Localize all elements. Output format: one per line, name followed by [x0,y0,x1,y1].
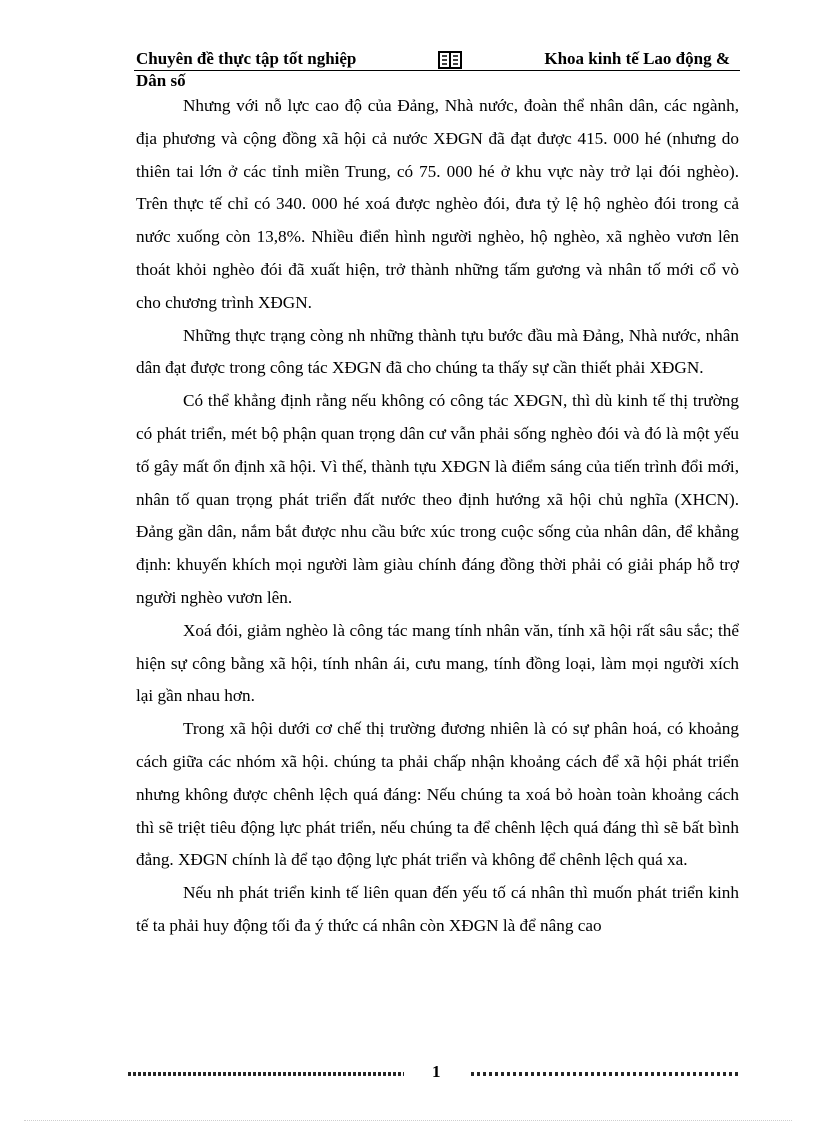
header-rule [134,70,740,71]
footer-dot-rule-right [471,1072,741,1076]
header-thesis-title: Chuyên đề thực tập tốt nghiệp [136,49,357,68]
page-bottom-border [24,1120,792,1121]
page-number: 1 [432,1062,441,1081]
footer-dash-rule-left [128,1072,404,1076]
paragraph: Xoá đói, giảm nghèo là công tác mang tính nhân văn, tính xã hội rất sâu sắc; thể hiện sự công bằng xã hội, tính nhân ái, cưu mang, tính đồng loại, làm mọi người xích lại gần nhau hơn. [136,620,739,706]
paragraph: Có thể khẳng định rằng nếu không có công tác XĐGN, thì dù kinh tế thị trường có phát triển, mét bộ phận quan trọng dân cư vẫn phải sống nghèo đói và đó là một yếu tố gây mất ổn định xã hội. Vì thế, thành tựu XĐGN là điểm sáng của tiến trình đổi mới, nhân tố quan trọng phát triển đất nước theo định hướng xã hội chủ nghĩa (XHCN). Đảng gần dân, nắm bắt được nhu cầu bức xúc trong cuộc sống của nhân dân, để khẳng định: khuyến khích mọi người làm giàu chính đáng đồng thời phải có giải pháp hỗ trợ người nghèo vươn lên. [136,391,739,607]
document-body [136,90,739,943]
book-icon [438,48,462,70]
paragraph: Nếu nh phát triển kinh tế liên quan đến yếu tố cá nhân thì muốn phát triển kinh tế ta phải huy động tối đa ý thức cá nhân còn XĐGN là để nâng cao [136,883,739,935]
paragraph: Những thực trạng còng nh những thành tựu bước đầu mà Đảng, Nhà nước, nhân dân đạt được trong công tác XĐGN đã cho chúng ta thấy sự cần thiết phải XĐGN. [136,325,739,378]
page-footer [128,1062,740,1082]
paragraph: Trong xã hội dưới cơ chế thị trường đương nhiên là có sự phân hoá, có khoảng cách giữa các nhóm xã hội. chúng ta phải chấp nhận khoảng cách để xã hội phát triển nhưng không được chênh lệch quá đáng: Nếu chúng ta xoá bỏ hoàn toàn khoảng cách thì sẽ triệt tiêu động lực phát triển, nếu chúng ta để chênh lệch quá đáng thì sẽ bất bình đẳng. XĐGN chính là để tạo động lực phát triển và không để chênh lệch quá xa. [136,719,739,870]
header-line [136,48,730,70]
header-faculty: Khoa kinh tế Lao động & [544,49,730,68]
header-faculty-continued: Dân số [136,71,186,90]
paragraph: Nhưng với nỗ lực cao độ của Đảng, Nhà nước, đoàn thể nhân dân, các ngành, địa phương và cộng đồng xã hội cả nước XĐGN đã đạt được 415. 000 hé (nhưng do thiên tai lớn ở các tỉnh miền Trung, có 75. 000 hé ở khu vực này trở lại đói nghèo). Trên thực tế chỉ có 340. 000 hé xoá được nghèo đói, đưa tỷ lệ hộ nghèo đói trong cả nước xuống còn 13,8%. Nhiều điển hình người nghèo, hộ nghèo, xã nghèo vươn lên thoát khỏi nghèo đói đã xuất hiện, trở thành những tấm gương và nhân tố mới cổ vò cho chương trình XĐGN. [136,96,739,312]
